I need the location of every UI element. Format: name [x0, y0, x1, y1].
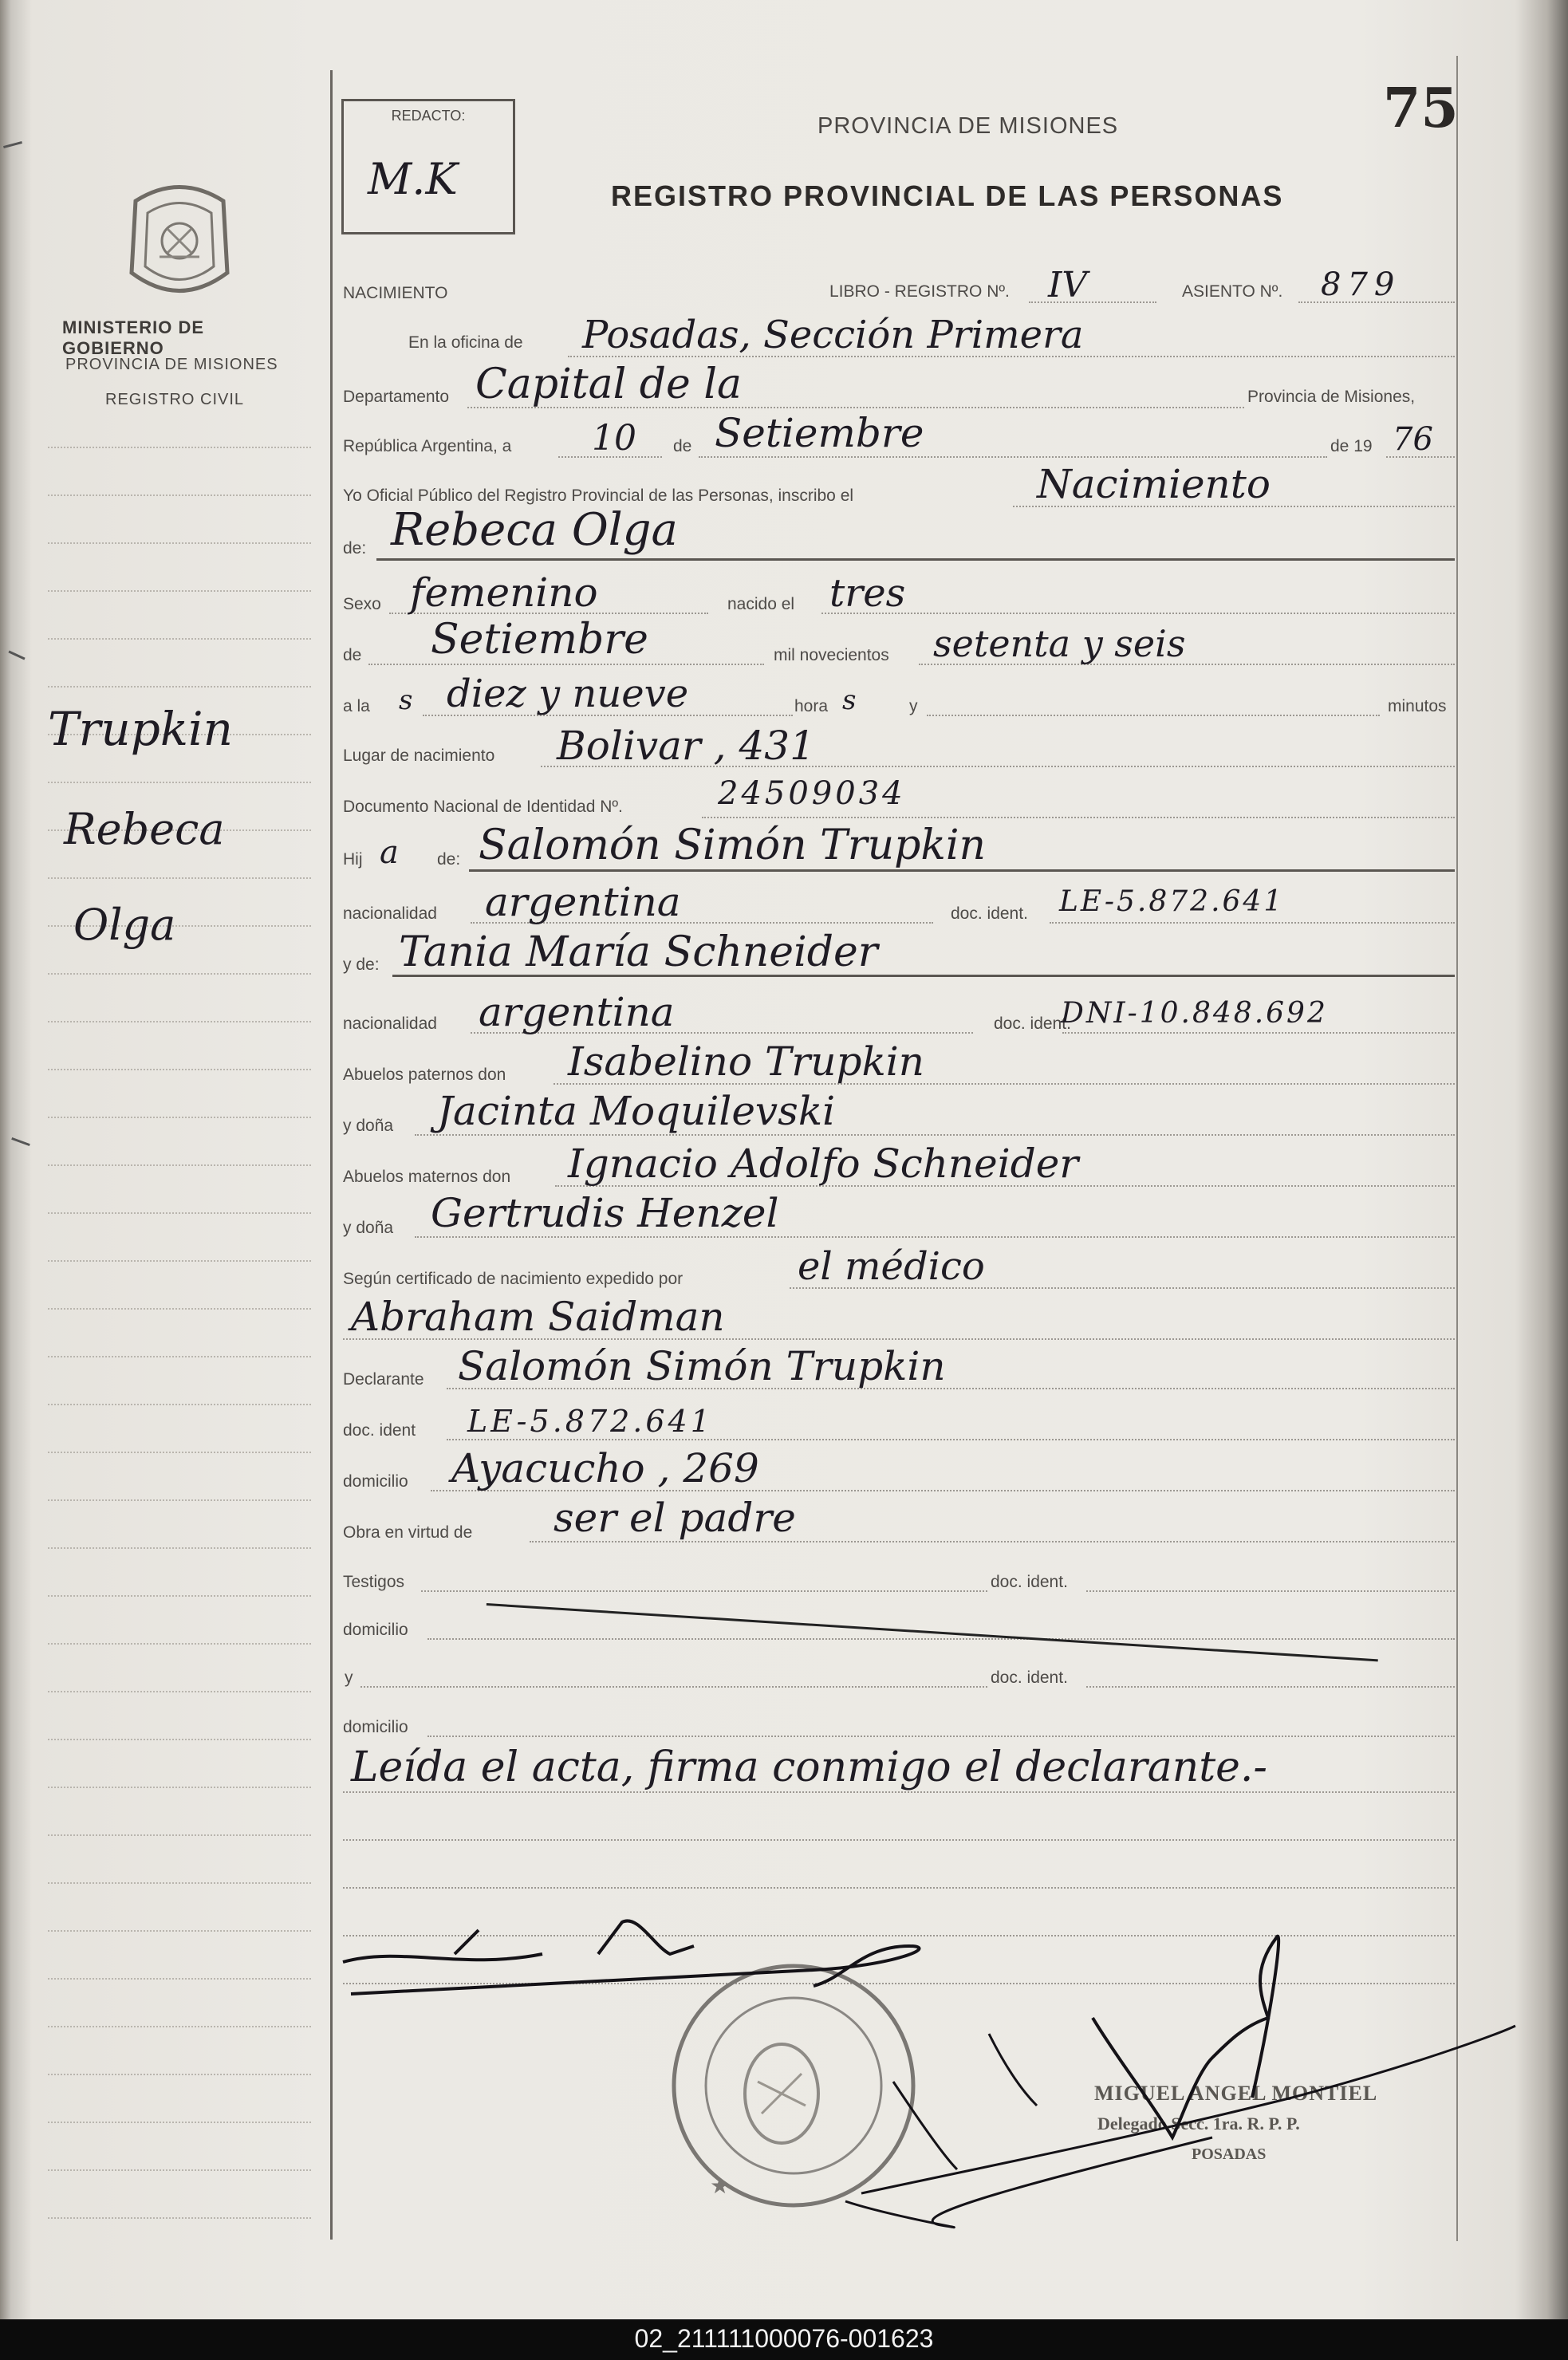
dni-label: Documento Nacional de Identidad Nº. — [343, 798, 623, 816]
year-value: 76 — [1393, 421, 1433, 458]
hora-value: diez y nueve — [447, 672, 689, 716]
lugar-value: Bolivar , 431 — [557, 723, 815, 769]
dona-label: y doña — [343, 1117, 394, 1135]
domicilio-value: Ayacucho , 269 — [451, 1445, 759, 1491]
abuelos-maternos-label: Abuelos maternos don — [343, 1168, 511, 1186]
father-doc: LE-5.872.641 — [1059, 885, 1285, 918]
obra-line — [530, 1541, 1455, 1542]
libro-label: LIBRO - REGISTRO Nº. — [829, 282, 1010, 301]
sexo-value: femenino — [410, 569, 598, 616]
alas-label: a la — [343, 697, 370, 715]
oficina-label: En la oficina de — [408, 333, 523, 352]
margin-tick — [11, 1137, 30, 1146]
abuela-paterna: Jacinta Moquilevski — [437, 1088, 836, 1134]
day-value: 10 — [592, 418, 636, 459]
sexo-label: Sexo — [343, 595, 381, 613]
dona-label-2: y doña — [343, 1219, 394, 1237]
birth-month-line — [368, 664, 764, 665]
y-label-2: y — [345, 1669, 353, 1687]
father-line — [469, 869, 1455, 872]
hij-label: Hij — [343, 850, 363, 869]
margin-second-name: Olga — [73, 900, 176, 950]
nacido-line — [821, 613, 1455, 614]
page-number: 75 — [1383, 77, 1459, 140]
ministry-seal-icon — [120, 177, 239, 305]
doc-ident-label-5: doc. ident. — [991, 1669, 1068, 1687]
signatures-icon — [335, 1898, 1531, 2265]
margin-surname: Trupkin — [48, 702, 233, 756]
oficina-value: Posadas, Sección Primera — [582, 313, 1084, 357]
name-line — [376, 558, 1455, 561]
svg-text:★: ★ — [710, 2173, 731, 2198]
child-name: Rebeca Olga — [391, 504, 678, 556]
margin-tick — [3, 141, 22, 148]
nacionalidad-label-2: nacionalidad — [343, 1015, 437, 1033]
mother-name: Tania María Schneider — [399, 928, 878, 976]
leida-line — [343, 1791, 1455, 1793]
segun-label: Según certificado de nacimiento expedido por — [343, 1270, 684, 1288]
abuelos-paternos-label: Abuelos paternos don — [343, 1066, 506, 1084]
departamento-label: Departamento — [343, 388, 450, 406]
declarante-doc: LE-5.872.641 — [467, 1404, 713, 1439]
minutos-line — [927, 715, 1380, 716]
domicilio-label-2: domicilio — [343, 1621, 408, 1639]
official-title: Delegado Secc. 1ra. R. P. P. — [1097, 2114, 1300, 2133]
segun-value: el médico — [798, 1244, 985, 1289]
birth-month-de-label: de — [343, 646, 362, 664]
month-line — [699, 456, 1327, 458]
official-name: MIGUEL ANGEL MONTIEL — [1094, 2082, 1378, 2105]
nacionalidad-label: nacionalidad — [343, 904, 437, 923]
mother-nationality: argentina — [479, 989, 675, 1035]
hij-suffix: a — [380, 834, 399, 871]
redacto-label: REDACTO: — [391, 108, 466, 124]
oficial-label: Yo Oficial Público del Registro Provincial de las Personas, inscribo el — [343, 487, 854, 505]
domicilio-label: domicilio — [343, 1472, 408, 1491]
doc-ident-label-4: doc. ident. — [991, 1573, 1068, 1591]
father-name: Salomón Simón Trupkin — [479, 821, 987, 869]
mil-value: setenta y seis — [933, 622, 1186, 665]
hij-de-label: de: — [437, 850, 461, 869]
testigos-label: Testigos — [343, 1573, 405, 1591]
testigo2-domicilio-line — [427, 1736, 1455, 1737]
footer-bar — [0, 2319, 1568, 2360]
declarante-name: Salomón Simón Trupkin — [458, 1343, 946, 1389]
doc-ident-label-2: doc. ident. — [994, 1015, 1071, 1033]
republica-label: República Argentina, a — [343, 437, 512, 455]
father-doc-line — [1050, 922, 1455, 924]
birth-month-value: Setiembre — [431, 616, 648, 664]
doc-ident-label: doc. ident. — [951, 904, 1028, 923]
asiento-label: ASIENTO Nº. — [1182, 282, 1283, 301]
abuela-materna-line — [415, 1236, 1455, 1238]
page-title: REGISTRO PROVINCIAL DE LAS PERSONAS — [611, 179, 1284, 212]
lugar-label: Lugar de nacimiento — [343, 747, 495, 765]
redacto-box — [341, 99, 515, 234]
ministry-province: PROVINCIA DE MISIONES — [65, 356, 278, 373]
leida-text: Leída el acta, firma conmigo el declarante.- — [351, 1743, 1268, 1791]
margin-first-name: Rebeca — [64, 804, 225, 854]
alas-suffix: s — [399, 684, 413, 716]
abuela-materna: Gertrudis Henzel — [431, 1190, 779, 1236]
obra-value: ser el padre — [554, 1495, 796, 1541]
dni-line — [702, 817, 1455, 818]
doc-ident-label-3: doc. ident — [343, 1421, 416, 1440]
record-type-label: NACIMIENTO — [343, 284, 448, 302]
nacido-label: nacido el — [727, 595, 795, 613]
declarante-doc-line — [447, 1439, 1455, 1440]
libro-value: IV — [1048, 265, 1088, 305]
horas-label: hora — [794, 697, 829, 715]
footer-id: 02_211111000076-001623 — [634, 2324, 934, 2353]
name-de-label: de: — [343, 539, 367, 557]
nacido-value: tres — [829, 571, 906, 616]
province-header: PROVINCIA DE MISIONES — [817, 113, 1119, 139]
father-nationality: argentina — [485, 879, 681, 925]
month-de-label: de — [673, 437, 692, 455]
y-de-label: y de: — [343, 955, 380, 974]
official-location: POSADAS — [1192, 2145, 1267, 2163]
mother-doc: DNI-10.848.692 — [1061, 997, 1328, 1030]
domicilio-label-3: domicilio — [343, 1718, 408, 1736]
provincia-label: Provincia de Misiones, — [1247, 388, 1416, 406]
ministry-registry: REGISTRO CIVIL — [105, 391, 245, 408]
year-label: de 19 — [1330, 437, 1373, 455]
abuelo-materno: Ignacio Adolfo Schneider — [568, 1141, 1079, 1187]
testigo-doc-line — [1086, 1590, 1455, 1592]
mil-label: mil novecientos — [774, 646, 889, 664]
declarante-label: Declarante — [343, 1370, 424, 1389]
testigo-domicilio-line — [427, 1638, 1455, 1640]
oficial-value: Nacimiento — [1037, 461, 1271, 507]
ministry-title: MINISTERIO DE GOBIERNO — [62, 317, 205, 358]
margin-divider — [330, 70, 333, 2240]
departamento-value: Capital de la — [475, 361, 742, 408]
y-label: y — [909, 697, 918, 715]
mother-doc-line — [1062, 1032, 1455, 1034]
abuelo-paterno: Isabelino Trupkin — [568, 1038, 924, 1085]
redacto-value: M.K — [368, 154, 458, 204]
abuela-paterna-line — [415, 1134, 1455, 1136]
testigos-strike-line — [487, 1603, 1378, 1661]
dni-value: 24509034 — [718, 775, 906, 812]
minutos-label: minutos — [1388, 697, 1447, 715]
blank-line — [343, 1839, 1455, 1841]
horas-suffix: s — [842, 684, 857, 716]
obra-label: Obra en virtud de — [343, 1523, 473, 1542]
blank-line — [343, 1887, 1455, 1889]
testigo2-line — [360, 1686, 987, 1688]
asiento-value: 879 — [1321, 266, 1401, 303]
month-value: Setiembre — [715, 410, 924, 456]
medico-name: Abraham Saidman — [351, 1294, 725, 1340]
margin-tick — [8, 650, 25, 660]
testigo-line — [421, 1590, 987, 1592]
testigo2-doc-line — [1086, 1686, 1455, 1688]
